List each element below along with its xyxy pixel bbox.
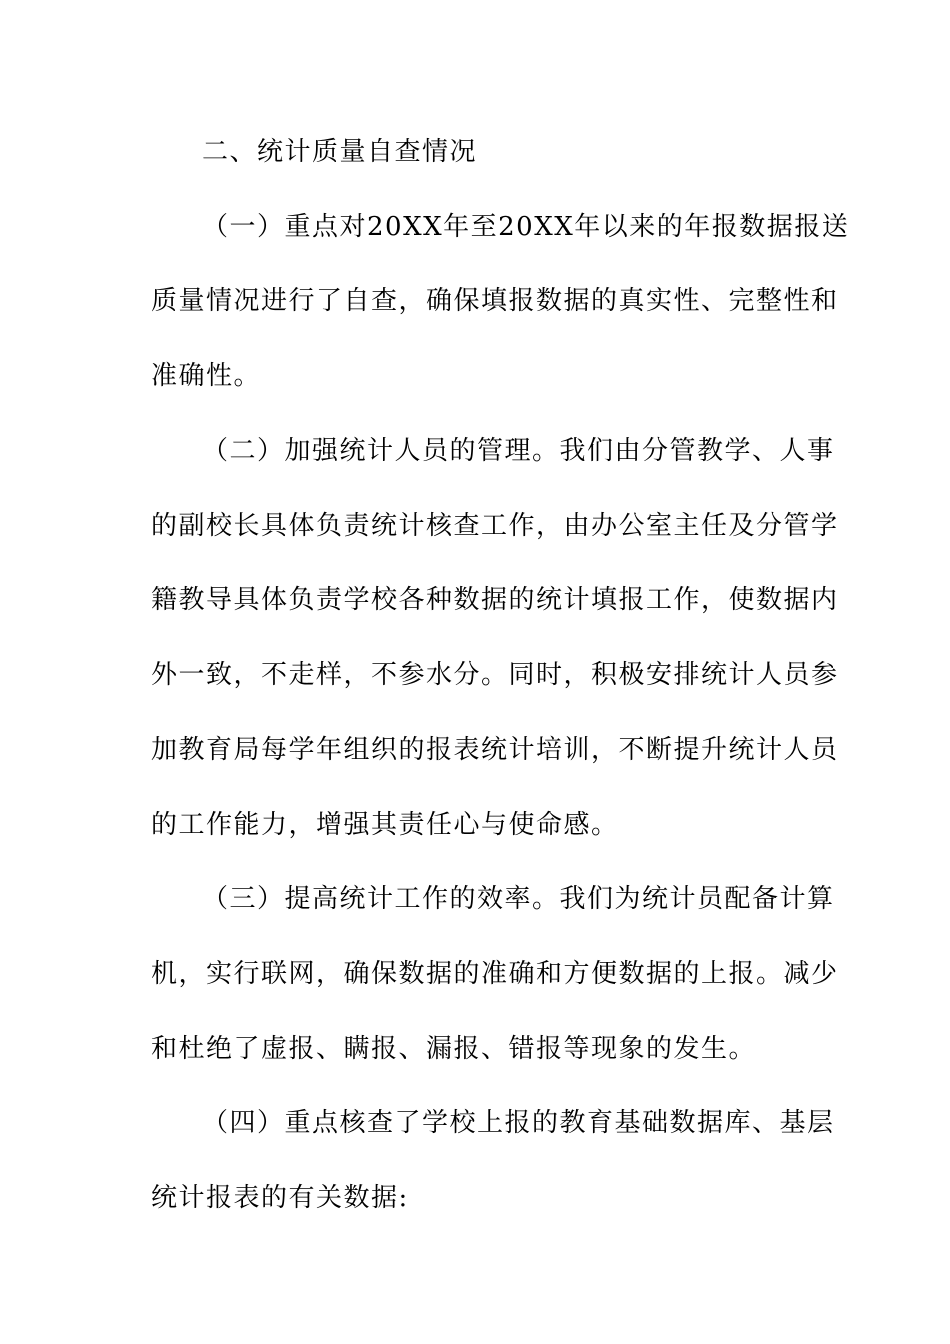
paragraph-2-line-2: 的副校长具体负责统计核查工作，由办公室主任及分管学 bbox=[151, 511, 839, 541]
paragraph-3-line-2: 机，实行联网，确保数据的准确和方便数据的上报。减少 bbox=[151, 959, 839, 989]
paragraph-1-line-3: 准确性。 bbox=[151, 361, 262, 391]
paragraph-2-line-6: 的工作能力，增强其责任心与使命感。 bbox=[151, 810, 619, 840]
paragraph-2-line-3: 籍教导具体负责学校各种数据的统计填报工作，使数据内 bbox=[151, 585, 839, 615]
paragraph-3-line-1: （三）提高统计工作的效率。我们为统计员配备计算 bbox=[202, 884, 835, 914]
section-heading: 二、统计质量自查情况 bbox=[202, 137, 478, 167]
paragraph-2-line-1: （二）加强统计人员的管理。我们由分管教学、人事 bbox=[202, 436, 835, 466]
paragraph-2-line-4: 外一致，不走样，不参水分。同时，积极安排统计人员参 bbox=[151, 660, 839, 690]
paragraph-3-line-3: 和杜绝了虚报、瞒报、漏报、错报等现象的发生。 bbox=[151, 1034, 757, 1064]
paragraph-4-line-1: （四）重点核查了学校上报的教育基础数据库、基层 bbox=[202, 1108, 835, 1138]
paragraph-1-line-2: 质量情况进行了自查，确保填报数据的真实性、完整性和 bbox=[151, 286, 839, 316]
paragraph-4-line-2: 统计报表的有关数据: bbox=[151, 1183, 409, 1213]
paragraph-1-line-1: （一）重点对20XX年至20XX年以来的年报数据报送 bbox=[202, 212, 850, 242]
paragraph-2-line-5: 加教育局每学年组织的报表统计培训，不断提升统计人员 bbox=[151, 735, 839, 765]
